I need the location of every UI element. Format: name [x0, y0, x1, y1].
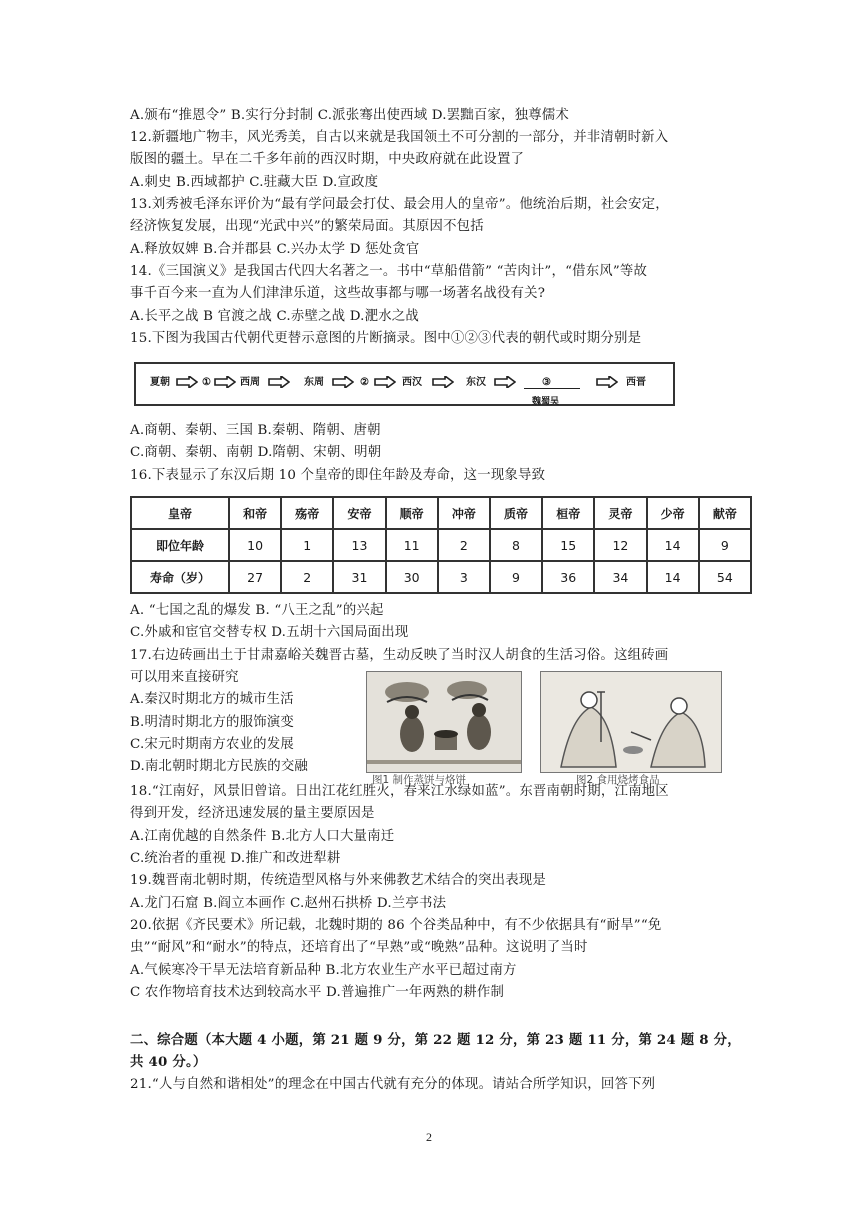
table-cell: 10 — [229, 529, 281, 561]
brick-painting-image-1 — [366, 671, 522, 773]
page-number: 2 — [426, 1130, 432, 1144]
q12-options: A.刺史 B.西域都护 C.驻藏大臣 D.宣政度 — [130, 175, 379, 190]
q16-stem: 16.下表显示了东汉后期 10 个皇帝的即住年龄及寿命，这一现象导致 — [130, 468, 546, 483]
q16-options-cd: C.外戚和宦官交替专权 D.五胡十六国局面出现 — [130, 625, 409, 640]
q13-stem-line2: 经济恢复发展，出现“光武中兴”的繁荣局面。其原因不包括 — [130, 219, 484, 234]
q16-options-ab: A. “七国之乱的爆发 B. “八王之乱”的兴起 — [130, 603, 384, 618]
timeline-item: ① — [202, 377, 211, 388]
q14-options: A.长平之战 B 官渡之战 C.赤壁之战 D.淝水之战 — [130, 309, 419, 324]
table-cell: 13 — [333, 529, 385, 561]
q17-option-d: D.南北朝时期北方民族的交融 — [130, 759, 309, 774]
timeline-item: 夏朝 — [150, 377, 170, 388]
table-cell: 14 — [647, 561, 699, 593]
table-cell: 2 — [438, 529, 490, 561]
q17-option-c: C.宋元时期南方农业的发展 — [130, 737, 294, 752]
timeline-blank-line — [524, 388, 580, 389]
table-cell: 36 — [542, 561, 594, 593]
table-cell: 安帝 — [333, 497, 385, 529]
arrow-right-icon — [332, 376, 354, 388]
q20-stem-line1: 20.依据《齐民要术》所记载，北魏时期的 86 个谷类品种中，有不少依据具有“耐旱”“免 — [130, 918, 662, 933]
timeline-sub-label: 魏蜀吴 — [532, 397, 560, 407]
dynasty-timeline-figure — [134, 362, 675, 406]
section-two-heading-line2: 共 40 分。） — [130, 1054, 207, 1070]
timeline-item: 西汉 — [402, 377, 422, 388]
q18-options-cd: C.统治者的重视 D.推广和改进犁耕 — [130, 851, 341, 866]
table-cell: 献帝 — [699, 497, 751, 529]
table-cell: 54 — [699, 561, 751, 593]
q15-options-ab: A.商朝、秦朝、三国 B.秦朝、隋朝、唐朝 — [130, 423, 381, 438]
section-two-heading-line1: 二、综合题（本大题 4 小题，第 21 题 9 分，第 22 题 12 分，第 23 题 11 分，第 24 题 8 分， — [130, 1032, 741, 1048]
arrow-right-icon — [494, 376, 516, 388]
table-cell: 8 — [490, 529, 542, 561]
q19-options: A.龙门石窟 B.阎立本画作 C.赵州石拱桥 D.兰亭书法 — [130, 896, 447, 911]
table-cell: 2 — [281, 561, 333, 593]
table-cell: 30 — [386, 561, 438, 593]
q11-options: A.颁布“推恩令” B.实行分封制 C.派张骞出使西域 D.罢黜百家，独尊儒术 — [130, 108, 569, 123]
table-cell: 桓帝 — [542, 497, 594, 529]
arrow-right-icon — [596, 376, 618, 388]
emperor-age-table — [130, 496, 752, 594]
table-cell: 皇帝 — [131, 497, 229, 529]
table-cell: 和帝 — [229, 497, 281, 529]
timeline-item: 东周 — [304, 377, 324, 388]
table-cell: 14 — [647, 529, 699, 561]
q14-stem-line2: 事千百今来一直为人们津津乐道，这些故事都与哪一场著名战役有关? — [130, 286, 546, 301]
table-cell: 31 — [333, 561, 385, 593]
table-cell: 1 — [281, 529, 333, 561]
timeline-item: 西周 — [240, 377, 260, 388]
q14-stem-line1: 14.《三国演义》是我国古代四大名著之一。书中“草船借箭” “苦肉计”，“借东风”等故 — [130, 264, 648, 279]
arrow-right-icon — [374, 376, 396, 388]
brick-painting-image-2 — [540, 671, 722, 773]
table-cell: 冲帝 — [438, 497, 490, 529]
q15-stem: 15.下图为我国古代朝代更替示意图的片断摘录。图中①②③代表的朝代或时期分别是 — [130, 331, 642, 346]
table-cell: 3 — [438, 561, 490, 593]
q20-options-cd: C 农作物培育技术达到较高水平 D.普遍推广一年两熟的耕作制 — [130, 985, 505, 1000]
q17-option-b: B.明清时期北方的服饰演变 — [130, 715, 294, 730]
q15-options-cd: C.商朝、秦朝、南朝 D.隋朝、宋朝、明朝 — [130, 445, 382, 460]
q17-stem-line2: 可以用来直接研究 — [130, 670, 239, 685]
figure-1-caption: 图1 制作蒸饼与烙饼 — [372, 774, 467, 786]
arrow-right-icon — [432, 376, 454, 388]
table-row — [131, 529, 751, 561]
q19-stem: 19.魏晋南北朝时期，传统造型风格与外来佛教艺术结合的突出表现是 — [130, 873, 547, 888]
brick-painting-illustration — [367, 672, 521, 772]
table-cell: 少帝 — [647, 497, 699, 529]
q18-stem-line1: 18.“江南好，风景旧曾谙。日出江花红胜火，春来江水绿如蓝”。东晋南朝时期，江南地区 — [130, 784, 669, 799]
q17-option-a: A.秦汉时期北方的城市生活 — [130, 692, 294, 707]
q21-stem-line1: 21.“人与自然和谐相处”的理念在中国古代就有充分的体现。请站合所学知识，回答下列 — [130, 1077, 656, 1092]
table-header-row — [131, 497, 751, 529]
arrow-right-icon — [214, 376, 236, 388]
table-cell: 殇帝 — [281, 497, 333, 529]
table-cell: 寿命（岁） — [131, 561, 229, 593]
arrow-right-icon — [268, 376, 290, 388]
timeline-item: ③ — [542, 377, 551, 388]
table-cell: 27 — [229, 561, 281, 593]
q12-stem-line1: 12.新疆地广物丰，风光秀美，自古以来就是我国领土不可分割的一部分，并非清朝时新入 — [130, 130, 669, 145]
table-cell: 9 — [699, 529, 751, 561]
timeline-item: 东汉 — [466, 377, 486, 388]
table-cell: 15 — [542, 529, 594, 561]
q17-stem-line1: 17.右边砖画出土于甘肃嘉峪关魏晋古墓，生动反映了当时汉人胡食的生活习俗。这组砖画 — [130, 648, 669, 663]
q18-options-ab: A.江南优越的自然条件 B.北方人口大量南迁 — [130, 829, 395, 844]
timeline-item: 西晋 — [626, 377, 646, 388]
table-cell: 顺帝 — [386, 497, 438, 529]
table-cell: 34 — [594, 561, 646, 593]
q18-stem-line2: 得到开发，经济迅速发展的量主要原因是 — [130, 806, 375, 821]
table-row — [131, 561, 751, 593]
timeline-item: ② — [360, 377, 369, 388]
table-cell: 灵帝 — [594, 497, 646, 529]
table-cell: 即位年龄 — [131, 529, 229, 561]
table-cell: 质帝 — [490, 497, 542, 529]
table-cell: 12 — [594, 529, 646, 561]
arrow-right-icon — [176, 376, 198, 388]
table-cell: 9 — [490, 561, 542, 593]
q13-stem-line1: 13.刘秀被毛泽东评价为“最有学问最会打仗、最会用人的皇帝”。他统治后期，社会安定， — [130, 197, 669, 212]
brick-painting-illustration — [541, 672, 721, 772]
table-cell: 11 — [386, 529, 438, 561]
q20-options-ab: A.气候寒冷干旱无法培育新品种 B.北方农业生产水平已超过南方 — [130, 963, 517, 978]
q13-options: A.释放奴婢 B.合并郡县 C.兴办太学 D 惩处贪官 — [130, 242, 420, 257]
figure-2-caption: 图2 食用烧烤食品 — [576, 774, 660, 786]
q20-stem-line2: 虫”“耐风”和“耐水”的特点，还培育出了“早熟”或“晚熟”品种。这说明了当时 — [130, 940, 588, 955]
q12-stem-line2: 版图的疆土。早在二千多年前的西汉时期，中央政府就在此设置了 — [130, 152, 525, 167]
